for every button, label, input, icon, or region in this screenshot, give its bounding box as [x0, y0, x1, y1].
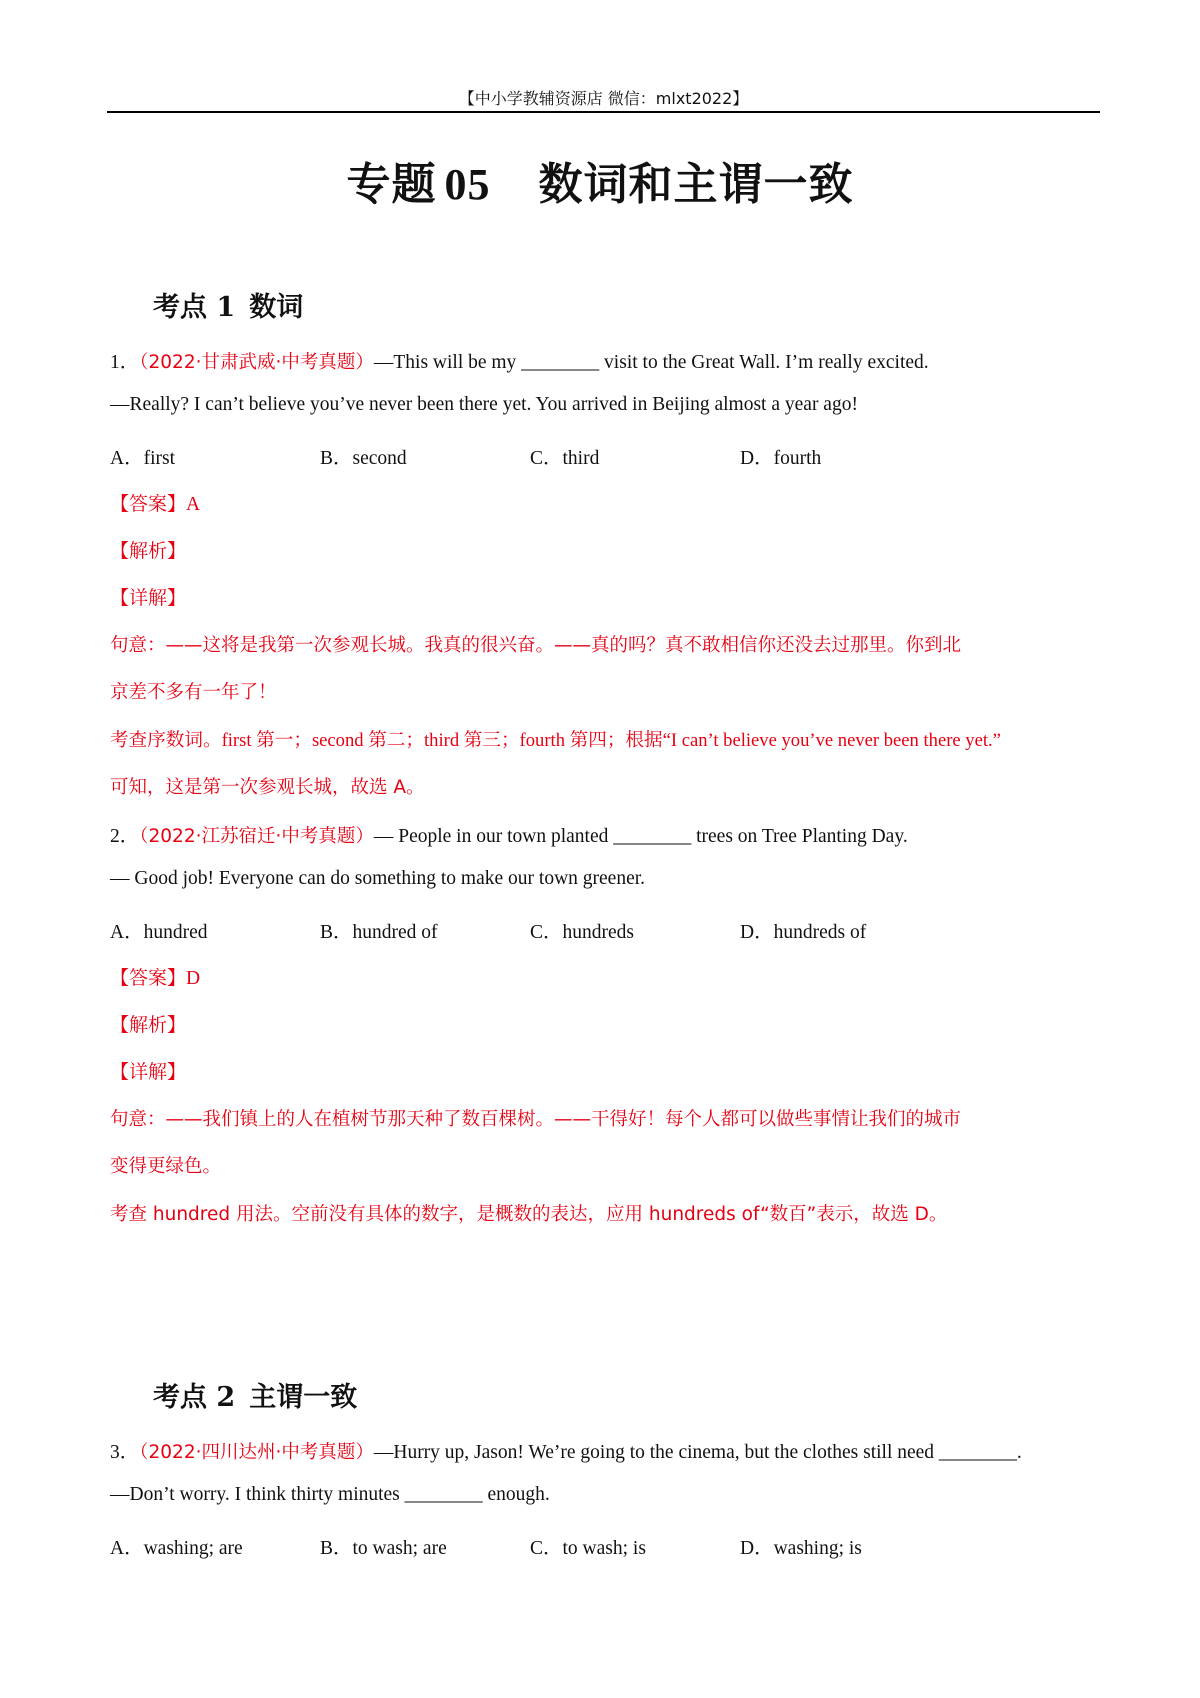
q1-detail-tag	[110, 583, 186, 610]
q2-source: （2022·江苏宿迁·中考真题）	[139, 826, 374, 847]
q1-stem-line1	[110, 346, 929, 374]
answer-tag: 【答案】	[110, 493, 187, 515]
q1-option-d: D．fourth	[740, 448, 822, 469]
q2-analysis-tag	[110, 1010, 186, 1037]
section-label: 考点	[153, 1382, 207, 1413]
q3-stem-line1	[110, 1436, 1022, 1464]
page-header: 【中小学教辅资源店 微信：mlxt2022】	[458, 89, 749, 108]
q1-analysis-tag	[110, 536, 186, 563]
section-label: 考点	[153, 292, 207, 323]
answer-tag: 【答案】	[110, 967, 187, 989]
q1-answer	[110, 489, 200, 516]
analysis-tag: 【解析】	[110, 1014, 187, 1036]
page-title	[0, 148, 1200, 212]
q1-option-c: C．third	[530, 448, 600, 469]
section-heading-1	[153, 285, 303, 324]
q1-meaning-line1: 句意：——这将是我第一次参观长城。我真的很兴奋。——真的吗？真不敢相信你还没去过那里。你到北	[110, 635, 962, 656]
q3-source: （2022·四川达州·中考真题）	[139, 1442, 374, 1463]
section-name: 主谓一致	[249, 1382, 358, 1413]
q2-meaning-line1: 句意：——我们镇上的人在植树节那天种了数百棵树。——干得好！每个人都可以做些事情让我们的城市	[110, 1109, 962, 1130]
q2-option-c: C．hundreds	[530, 922, 634, 943]
q3-stem-line2: —Don’t worry. I think thirty minutes ________ enough.	[110, 1484, 550, 1505]
analysis-tag: 【解析】	[110, 540, 187, 562]
q3-option-b: B．to wash; are	[320, 1538, 447, 1559]
q2-answer	[110, 963, 200, 990]
q2-line1: — People in our town planted ________ trees on Tree Planting Day.	[373, 826, 908, 847]
q2-stem-line2: — Good job! Everyone can do something to make our town greener.	[110, 868, 646, 889]
q2-number: 2．	[110, 826, 140, 847]
q3-number: 3．	[110, 1442, 140, 1463]
q1-option-b: B．second	[320, 448, 407, 469]
q2-explain-line1: 考查 hundred 用法。空前没有具体的数字，是概数的表达，应用 hundreds of“数百”表示，故选 D。	[110, 1204, 948, 1225]
q2-option-b: B．hundred of	[320, 922, 438, 943]
answer-value: D	[186, 968, 201, 989]
q1-explain-line1: 考查序数词。first 第一；second 第二；third 第三；fourth 第四；根据“I can’t believe you’ve never been there yet.”	[110, 730, 1001, 751]
q1-stem-line2: —Really? I can’t believe you’ve never been there yet. You arrived in Beijing almost a year ago!	[110, 394, 858, 415]
answer-value: A	[186, 494, 201, 515]
q1-option-a: A．first	[110, 448, 175, 469]
q1-source: （2022·甘肃武威·中考真题）	[139, 352, 374, 373]
q2-stem-line1	[110, 820, 908, 848]
q3-line1: —Hurry up, Jason! We’re going to the cinema, but the clothes still need ________.	[373, 1442, 1022, 1463]
q1-line1: —This will be my ________ visit to the Great Wall. I’m really excited.	[373, 352, 929, 373]
q2-option-d: D．hundreds of	[740, 922, 867, 943]
q1-meaning-line2: 京差不多有一年了！	[110, 682, 277, 703]
q2-option-a: A．hundred	[110, 922, 208, 943]
section-heading-2	[153, 1375, 357, 1414]
detail-tag: 【详解】	[110, 1061, 187, 1083]
header-rule	[107, 111, 1100, 113]
section-name: 数词	[249, 292, 304, 323]
q1-number: 1．	[110, 352, 140, 373]
q1-explain-line2: 可知，这是第一次参观长城，故选 A。	[110, 777, 425, 798]
q2-detail-tag	[110, 1057, 186, 1084]
q3-option-a: A．washing; are	[110, 1538, 243, 1559]
detail-tag: 【详解】	[110, 587, 187, 609]
q3-option-c: C．to wash; is	[530, 1538, 646, 1559]
title-prefix: 专题	[346, 159, 437, 210]
q3-option-d: D．washing; is	[740, 1538, 862, 1559]
q2-meaning-line2: 变得更绿色。	[110, 1156, 222, 1177]
title-text: 数词和主谓一致	[538, 159, 854, 210]
section-number: 1	[216, 292, 236, 323]
section-number: 2	[216, 1382, 236, 1413]
title-number: 05	[444, 160, 491, 209]
